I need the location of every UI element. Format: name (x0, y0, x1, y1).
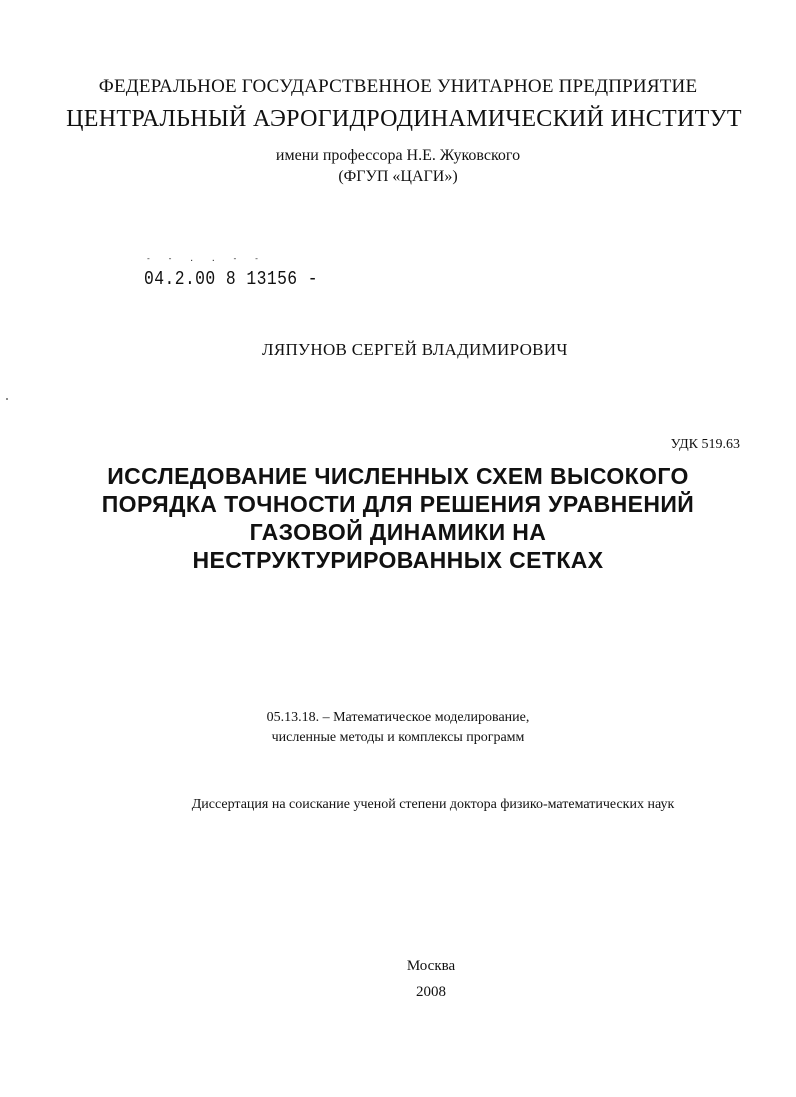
dissertation-title (0, 462, 796, 574)
title-line-2: ПОРЯДКА ТОЧНОСТИ ДЛЯ РЕШЕНИЯ УРАВНЕНИЙ (101, 491, 695, 517)
degree-statement: Диссертация на соискание ученой степени доктора физико-математических наук (191, 797, 675, 812)
scan-artifact (6, 398, 8, 400)
specialty-line-2: численные методы и комплексы программ (271, 730, 525, 745)
organization-line-1: ФЕДЕРАЛЬНОЕ ГОСУДАРСТВЕННОЕ УНИТАРНОЕ ПРЕДПРИЯТИЕ (98, 76, 698, 97)
title-line-3: ГАЗОВОЙ ДИНАМИКИ НА (249, 519, 547, 545)
author-name: ЛЯПУНОВ СЕРГЕЙ ВЛАДИМИРОВИЧ (262, 340, 568, 359)
specialty (0, 708, 796, 748)
stamp-marks: - - . . - - (146, 254, 265, 263)
organization-line-2: ЦЕНТРАЛЬНЫЙ АЭРОГИДРОДИНАМИЧЕСКИЙ ИНСТИТУТ (66, 106, 742, 132)
title-line-4: НЕСТРУКТУРИРОВАННЫХ СЕТКАХ (192, 547, 604, 573)
library-stamp-number: 04.2.00 8 13156 - (144, 268, 319, 290)
city: Москва (406, 958, 456, 974)
specialty-line-1: 05.13.18. – Математическое моделирование, (266, 710, 530, 725)
organization-line-3: имени профессора Н.Е. Жуковского (275, 147, 521, 164)
udk-code: УДК 519.63 (670, 437, 740, 452)
title-line-1: ИССЛЕДОВАНИЕ ЧИСЛЕННЫХ СХЕМ ВЫСОКОГО (107, 463, 689, 489)
year: 2008 (416, 984, 446, 1000)
organization-line-4: (ФГУП «ЦАГИ») (338, 168, 458, 185)
